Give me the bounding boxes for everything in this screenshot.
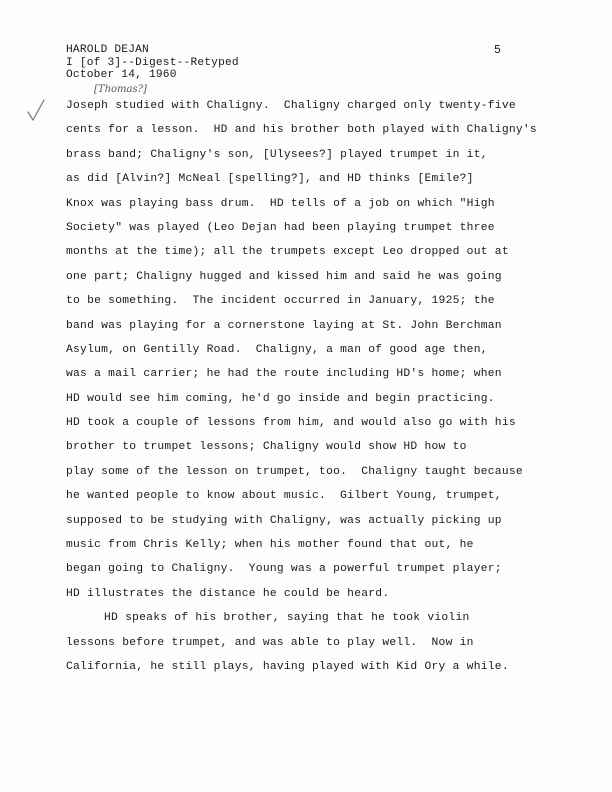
text-line: Asylum, on Gentilly Road. Chaligny, a man of good age then, [66,343,488,356]
interviewee-name: HAROLD DEJAN [66,44,149,56]
text-line: music from Chris Kelly; when his mother found that out, he [66,539,474,552]
text-line: Joseph studied with Chaligny. Chaligny charged only twenty-five [66,100,516,112]
text-line: began going to Chaligny. Young was a powerful trumpet player; [66,563,502,576]
handwritten-annotation: [Thomas?] [94,84,147,95]
text-line: months at the time); all the trumpets except Leo dropped out at [66,246,509,259]
text-line: brass band; Chaligny's son, [Ulysees?] played trumpet in it, [66,148,488,161]
document-body [66,99,546,684]
paragraph-2 [66,611,546,684]
text-line: supposed to be studying with Chaligny, was actually picking up [66,514,502,527]
text-line: HD would see him coming, he'd go inside and begin practicing. [66,392,495,405]
text-line: play some of the lesson on trumpet, too. Chaligny taught because [66,465,523,478]
text-line: brother to trumpet lessons; Chaligny would show HD how to [66,441,467,454]
paragraph-1 [66,99,546,611]
text-line: lessons before trumpet, and was able to play well. Now in [66,636,474,649]
text-line: cents for a lesson. HD and his brother both played with Chaligny's [66,124,537,137]
text-line: HD illustrates the distance he could be heard. [66,587,390,600]
page-number: 5 [494,44,501,57]
reel-info: I [of 3]--Digest--Retyped [66,56,239,69]
text-line: was a mail carrier; he had the route including HD's home; when [66,368,502,381]
text-line: band was playing for a cornerstone laying at St. John Berchman [66,319,502,332]
text-line: HD took a couple of lessons from him, and would also go with his [66,417,516,430]
text-line: California, he still plays, having played with Kid Ory a while. [66,660,509,673]
document-header [66,44,239,82]
text-line: he wanted people to know about music. Gilbert Young, trumpet, [66,490,502,503]
checkmark-icon [26,98,46,124]
text-line: HD speaks of his brother, saying that he took violin [104,612,470,625]
text-line: Knox was playing bass drum. HD tells of a job on which "High [66,197,495,210]
text-line: one part; Chaligny hugged and kissed him and said he was going [66,270,502,283]
interview-date: October 14, 1960 [66,69,177,81]
text-line: Society" was played (Leo Dejan had been playing trumpet three [66,221,495,234]
text-line: as did [Alvin?] McNeal [spelling?], and HD thinks [Emile?] [66,173,474,186]
text-line: to be something. The incident occurred in January, 1925; the [66,295,495,308]
